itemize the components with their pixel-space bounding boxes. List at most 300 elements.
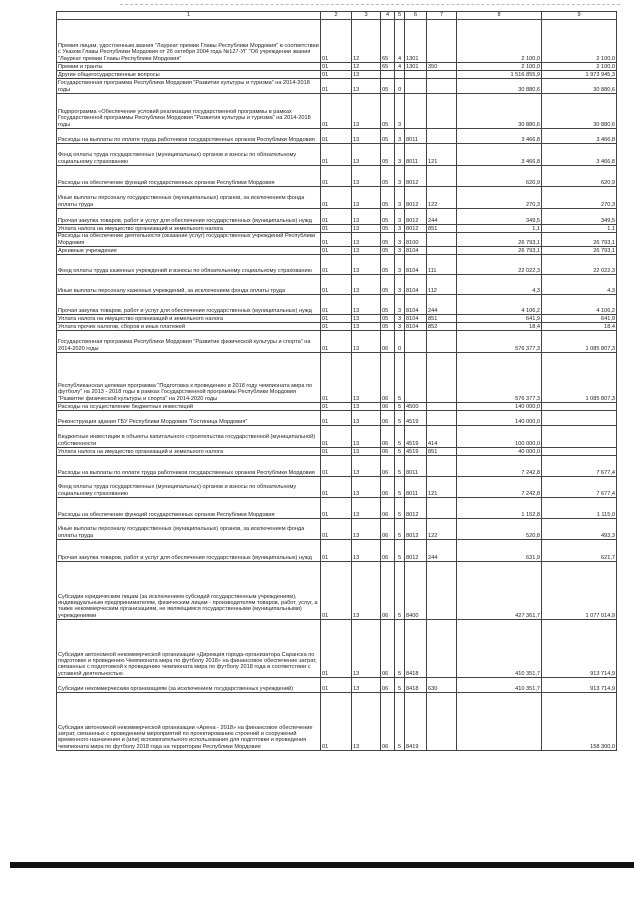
amount-year2-cell: 7 677,4: [542, 456, 617, 477]
expense-type-cell: 244: [427, 209, 457, 225]
table-row: [57, 144, 617, 166]
subprogram-code-cell: 3: [395, 323, 405, 331]
table-row: [57, 315, 617, 323]
row-name-cell: Архивные учреждения: [57, 247, 321, 255]
subprogram-code-cell: 5: [395, 540, 405, 562]
row-name-cell: Субсидия автономной некоммерческой организации «Дирекция города-организатора Саранска по подготовке и проведению Чемпионата мира по футболу 2018» на финансовое обеспечение затрат, связанных с подготовкой к проведению чемпионата мира по футболу 2018 года в соответствии с уставной деятельностью: [57, 620, 321, 678]
amount-year2-cell: 620,9: [542, 166, 617, 187]
amount-year1-cell: 270,3: [457, 187, 542, 209]
section-code-cell: 01: [321, 620, 352, 678]
section-code-cell: 01: [321, 477, 352, 498]
section-code-cell: 01: [321, 225, 352, 233]
amount-year1-cell: 1,1: [457, 225, 542, 233]
expense-type-cell: [427, 403, 457, 411]
program-code-cell: 06: [381, 411, 395, 426]
table-row: [57, 331, 617, 353]
amount-year1-cell: 2 100,0: [457, 63, 542, 71]
table-row: [57, 519, 617, 540]
subsection-code-cell: 13: [352, 255, 381, 275]
amount-year2-cell: [542, 411, 617, 426]
subprogram-code-cell: 3: [395, 233, 405, 247]
row-name-cell: Фонд оплаты труда казенных учреждений и взносы по обязательному социальному страхованию: [57, 255, 321, 275]
subprogram-code-cell: 3: [395, 129, 405, 144]
subprogram-code-cell: 5: [395, 403, 405, 411]
amount-year2-cell: 1 115,0: [542, 498, 617, 519]
expense-type-cell: [427, 693, 457, 751]
amount-year1-cell: 576 377,3: [457, 331, 542, 353]
amount-year2-cell: 2 100,0: [542, 20, 617, 63]
amount-year1-cell: 1 152,8: [457, 498, 542, 519]
row-name-cell: Подпрограмма «Обеспечение условий реализации государственной программы в рамках Государственной программы Республики Мордовия "Развития культуры и туризма" на 2014-2018 годы: [57, 94, 321, 129]
target-code-cell: 8100: [405, 233, 427, 247]
row-name-cell: Фонд оплаты труда государственных (муниципальных) органов и взносы по обязательному социальному страхованию: [57, 477, 321, 498]
subsection-code-cell: 13: [352, 275, 381, 295]
table-row: [57, 693, 617, 751]
amount-year2-cell: 641,9: [542, 315, 617, 323]
section-code-cell: 01: [321, 403, 352, 411]
subsection-code-cell: 13: [352, 187, 381, 209]
amount-year2-cell: 493,3: [542, 519, 617, 540]
section-code-cell: 01: [321, 144, 352, 166]
expense-type-cell: 112: [427, 275, 457, 295]
amount-year1-cell: 410 351,7: [457, 620, 542, 678]
program-code-cell: 05: [381, 233, 395, 247]
expense-type-cell: [427, 620, 457, 678]
program-code-cell: 05: [381, 79, 395, 94]
table-row: [57, 94, 617, 129]
amount-year1-cell: 30 880,6: [457, 94, 542, 129]
expense-type-cell: 851: [427, 315, 457, 323]
table-row: [57, 295, 617, 315]
program-code-cell: 65: [381, 63, 395, 71]
expense-type-cell: 244: [427, 540, 457, 562]
amount-year1-cell: 410 351,7: [457, 678, 542, 693]
header-cell: 4: [381, 12, 395, 20]
subsection-code-cell: 13: [352, 540, 381, 562]
amount-year1-cell: 4,3: [457, 275, 542, 295]
row-name-cell: Прочая закупка товаров, работ и услуг для обеспечения государственных (муниципальных) нужд: [57, 209, 321, 225]
program-code-cell: 06: [381, 620, 395, 678]
amount-year1-cell: 1 516 855,9: [457, 71, 542, 79]
subprogram-code-cell: 5: [395, 562, 405, 620]
subsection-code-cell: 13: [352, 144, 381, 166]
expense-type-cell: 121: [427, 477, 457, 498]
amount-year2-cell: 1 085 807,3: [542, 331, 617, 353]
expense-type-cell: [427, 233, 457, 247]
subsection-code-cell: 13: [352, 477, 381, 498]
program-code-cell: 06: [381, 498, 395, 519]
section-code-cell: 01: [321, 426, 352, 448]
target-code-cell: 8104: [405, 275, 427, 295]
section-code-cell: 01: [321, 63, 352, 71]
subprogram-code-cell: 3: [395, 187, 405, 209]
amount-year1-cell: 140 000,0: [457, 411, 542, 426]
expense-type-cell: [427, 71, 457, 79]
table-row: [57, 209, 617, 225]
row-name-cell: Расходы на выплаты по оплате труда работников государственных органов Республики Мордовия: [57, 129, 321, 144]
subprogram-code-cell: 3: [395, 209, 405, 225]
target-code-cell: 8012: [405, 187, 427, 209]
amount-year1-cell: 140 000,0: [457, 403, 542, 411]
amount-year2-cell: 1 973 945,3: [542, 71, 617, 79]
table-row: [57, 411, 617, 426]
subprogram-code-cell: 5: [395, 426, 405, 448]
expense-type-cell: [427, 20, 457, 63]
subsection-code-cell: 13: [352, 693, 381, 751]
row-name-cell: Прочая закупка товаров, работ и услуг для обеспечения государственных (муниципальных) нужд: [57, 540, 321, 562]
amount-year2-cell: 270,3: [542, 187, 617, 209]
expense-type-cell: [427, 498, 457, 519]
row-name-cell: Реконструкция здания ГБУ Республики Мордовия "Гостиница Мордовия": [57, 411, 321, 426]
amount-year2-cell: 1 077 014,9: [542, 562, 617, 620]
table-row: [57, 255, 617, 275]
amount-year2-cell: [542, 403, 617, 411]
subsection-code-cell: 13: [352, 498, 381, 519]
table-row: [57, 63, 617, 71]
subprogram-code-cell: 0: [395, 331, 405, 353]
target-code-cell: 8104: [405, 247, 427, 255]
expense-type-cell: 122: [427, 519, 457, 540]
row-name-cell: Бюджетные инвестиции в объекты капитального строительства государственной (муниципальной) собственности: [57, 426, 321, 448]
expense-type-cell: [427, 411, 457, 426]
target-code-cell: 8012: [405, 209, 427, 225]
section-code-cell: 01: [321, 255, 352, 275]
amount-year1-cell: 40 000,0: [457, 448, 542, 456]
subsection-code-cell: 12: [352, 20, 381, 63]
amount-year1-cell: 427 361,7: [457, 562, 542, 620]
row-name-cell: Прочая закупка товаров, работ и услуг для обеспечения государственных (муниципальных) нужд: [57, 295, 321, 315]
row-name-cell: Иные выплаты персоналу государственных (муниципальных) органов, за исключением фонда оплаты труда: [57, 187, 321, 209]
amount-year1-cell: 520,8: [457, 519, 542, 540]
expense-type-cell: 244: [427, 295, 457, 315]
row-name-cell: Фонд оплаты труда государственных (муниципальных) органов и взносы по обязательному социальному страхованию: [57, 144, 321, 166]
table-header-row: [57, 12, 617, 20]
subprogram-code-cell: 5: [395, 456, 405, 477]
target-code-cell: [405, 71, 427, 79]
table-row: [57, 448, 617, 456]
section-code-cell: 01: [321, 540, 352, 562]
target-code-cell: 4519: [405, 448, 427, 456]
subsection-code-cell: 12: [352, 63, 381, 71]
expense-type-cell: [427, 94, 457, 129]
subprogram-code-cell: 3: [395, 315, 405, 323]
program-code-cell: 05: [381, 247, 395, 255]
section-code-cell: 01: [321, 678, 352, 693]
subprogram-code-cell: 3: [395, 295, 405, 315]
target-code-cell: 8011: [405, 477, 427, 498]
subsection-code-cell: 13: [352, 562, 381, 620]
section-code-cell: 01: [321, 71, 352, 79]
program-code-cell: 05: [381, 295, 395, 315]
target-code-cell: 8011: [405, 144, 427, 166]
amount-year1-cell: 641,9: [457, 315, 542, 323]
target-code-cell: 8012: [405, 225, 427, 233]
table-row: [57, 79, 617, 94]
subprogram-code-cell: 3: [395, 275, 405, 295]
amount-year1-cell: 3 466,8: [457, 144, 542, 166]
budget-table: [56, 11, 617, 751]
subsection-code-cell: 13: [352, 315, 381, 323]
expense-type-cell: 121: [427, 144, 457, 166]
table-row: [57, 247, 617, 255]
subsection-code-cell: 13: [352, 79, 381, 94]
header-cell: 3: [352, 12, 381, 20]
section-code-cell: 01: [321, 233, 352, 247]
subsection-code-cell: 13: [352, 411, 381, 426]
target-code-cell: 8400: [405, 562, 427, 620]
subsection-code-cell: 13: [352, 166, 381, 187]
program-code-cell: 06: [381, 693, 395, 751]
subsection-code-cell: 13: [352, 456, 381, 477]
target-code-cell: [405, 331, 427, 353]
expense-type-cell: [427, 129, 457, 144]
table-row: [57, 353, 617, 403]
program-code-cell: 06: [381, 331, 395, 353]
amount-year2-cell: 26 793,1: [542, 247, 617, 255]
target-code-cell: 4500: [405, 403, 427, 411]
program-code-cell: 05: [381, 129, 395, 144]
subsection-code-cell: 13: [352, 323, 381, 331]
amount-year1-cell: 620,9: [457, 166, 542, 187]
target-code-cell: 8011: [405, 456, 427, 477]
amount-year2-cell: 18,4: [542, 323, 617, 331]
program-code-cell: 06: [381, 448, 395, 456]
header-cell: 2: [321, 12, 352, 20]
section-code-cell: 01: [321, 79, 352, 94]
amount-year2-cell: 4 106,2: [542, 295, 617, 315]
subsection-code-cell: 13: [352, 678, 381, 693]
amount-year1-cell: [457, 693, 542, 751]
target-code-cell: 1301: [405, 20, 427, 63]
expense-type-cell: 851: [427, 225, 457, 233]
target-code-cell: [405, 94, 427, 129]
expense-type-cell: [427, 331, 457, 353]
program-code-cell: 05: [381, 275, 395, 295]
amount-year1-cell: 2 100,0: [457, 20, 542, 63]
subprogram-code-cell: 5: [395, 519, 405, 540]
amount-year1-cell: 30 880,6: [457, 79, 542, 94]
table-row: [57, 187, 617, 209]
amount-year2-cell: 349,5: [542, 209, 617, 225]
section-code-cell: 01: [321, 323, 352, 331]
row-name-cell: Иные выплаты персоналу казенных учреждений, за исключением фонда оплаты труда: [57, 275, 321, 295]
amount-year2-cell: 22 022,3: [542, 255, 617, 275]
section-code-cell: 01: [321, 331, 352, 353]
table-row: [57, 498, 617, 519]
amount-year2-cell: 30 880,6: [542, 94, 617, 129]
section-code-cell: 01: [321, 247, 352, 255]
subprogram-code-cell: 5: [395, 693, 405, 751]
program-code-cell: 05: [381, 323, 395, 331]
table-row: [57, 129, 617, 144]
header-cell: 7: [427, 12, 457, 20]
subprogram-code-cell: 3: [395, 144, 405, 166]
amount-year1-cell: 3 466,8: [457, 129, 542, 144]
amount-year2-cell: 3 466,8: [542, 144, 617, 166]
subprogram-code-cell: [395, 71, 405, 79]
section-code-cell: 01: [321, 562, 352, 620]
subprogram-code-cell: 3: [395, 255, 405, 275]
table-row: [57, 323, 617, 331]
expense-type-cell: [427, 166, 457, 187]
subprogram-code-cell: 5: [395, 448, 405, 456]
table-row: [57, 233, 617, 247]
subsection-code-cell: 13: [352, 94, 381, 129]
expense-type-cell: 630: [427, 678, 457, 693]
program-code-cell: 05: [381, 166, 395, 187]
subsection-code-cell: 13: [352, 519, 381, 540]
row-name-cell: Республиканская целевая программа "Подготовка к проведению в 2018 году чемпионата мира по футболу" на 2013 - 2018 годы в рамках Государственной программы Республики Мордовия "Развитие физической культуры и спорта" на 2014-2020 годы: [57, 353, 321, 403]
program-code-cell: 05: [381, 209, 395, 225]
subsection-code-cell: 13: [352, 403, 381, 411]
amount-year2-cell: [542, 426, 617, 448]
row-name-cell: Премии и гранты: [57, 63, 321, 71]
row-name-cell: Другие общегосударственные вопросы: [57, 71, 321, 79]
subprogram-code-cell: 4: [395, 20, 405, 63]
section-code-cell: 01: [321, 693, 352, 751]
amount-year1-cell: 18,4: [457, 323, 542, 331]
amount-year1-cell: 26 793,1: [457, 233, 542, 247]
target-code-cell: 4519: [405, 426, 427, 448]
subprogram-code-cell: 5: [395, 411, 405, 426]
target-code-cell: 8419: [405, 693, 427, 751]
amount-year2-cell: [542, 448, 617, 456]
row-name-cell: Расходы на выплаты по оплате труда работников государственных органов Республики Мордовия: [57, 456, 321, 477]
program-code-cell: 06: [381, 519, 395, 540]
subsection-code-cell: 13: [352, 233, 381, 247]
amount-year1-cell: 576 377,3: [457, 353, 542, 403]
table-row: [57, 20, 617, 63]
expense-type-cell: 111: [427, 255, 457, 275]
amount-year1-cell: 349,5: [457, 209, 542, 225]
subsection-code-cell: 13: [352, 71, 381, 79]
target-code-cell: [405, 79, 427, 94]
section-code-cell: 01: [321, 448, 352, 456]
amount-year2-cell: 3 466,8: [542, 129, 617, 144]
section-code-cell: 01: [321, 519, 352, 540]
subsection-code-cell: 13: [352, 620, 381, 678]
section-code-cell: 01: [321, 209, 352, 225]
target-code-cell: 8104: [405, 323, 427, 331]
row-name-cell: Уплата налога на имущество организаций и земельного налога: [57, 225, 321, 233]
subprogram-code-cell: 3: [395, 94, 405, 129]
expense-type-cell: [427, 353, 457, 403]
amount-year1-cell: 4 106,2: [457, 295, 542, 315]
header-cell: 9: [542, 12, 617, 20]
expense-type-cell: [427, 562, 457, 620]
subsection-code-cell: 13: [352, 353, 381, 403]
expense-type-cell: [427, 79, 457, 94]
section-code-cell: 01: [321, 411, 352, 426]
subprogram-code-cell: 5: [395, 353, 405, 403]
amount-year2-cell: 1,1: [542, 225, 617, 233]
program-code-cell: 06: [381, 540, 395, 562]
expense-type-cell: 852: [427, 323, 457, 331]
target-code-cell: 1301: [405, 63, 427, 71]
amount-year2-cell: 26 793,1: [542, 233, 617, 247]
program-code-cell: 06: [381, 426, 395, 448]
target-code-cell: [405, 353, 427, 403]
table-row: [57, 678, 617, 693]
row-name-cell: Субсидия автономной некоммерческой организации «Арена - 2018» на финансовое обеспечение затрат, связанных с проведением мероприятий по проектированию строений и сооружений временного назначения и (или) вспомогательного использования для подготовки и проведения чемпионата мира по футболу 2018 года на территории Республики Мордовия: [57, 693, 321, 751]
amount-year1-cell: 7 242,8: [457, 456, 542, 477]
target-code-cell: 4519: [405, 411, 427, 426]
top-dashed-line: [120, 4, 620, 5]
program-code-cell: 05: [381, 187, 395, 209]
row-name-cell: Субсидии юридическим лицам (за исключением субсидий государственным учреждениям), индивидуальным предпринимателям, физическим лицам - производителям товаров, работ, услуг, а также некоммерческим организациям, не являющимся государственными (муниципальными) учреждениями: [57, 562, 321, 620]
section-code-cell: 01: [321, 187, 352, 209]
amount-year2-cell: 4,3: [542, 275, 617, 295]
table-row: [57, 620, 617, 678]
subprogram-code-cell: 3: [395, 247, 405, 255]
subsection-code-cell: 13: [352, 225, 381, 233]
program-code-cell: 05: [381, 94, 395, 129]
table-row: [57, 562, 617, 620]
section-code-cell: 01: [321, 129, 352, 144]
header-cell: 6: [405, 12, 427, 20]
section-code-cell: 01: [321, 295, 352, 315]
amount-year1-cell: 100 000,0: [457, 426, 542, 448]
section-code-cell: 01: [321, 315, 352, 323]
target-code-cell: 8012: [405, 540, 427, 562]
subsection-code-cell: 13: [352, 448, 381, 456]
table-row: [57, 403, 617, 411]
amount-year1-cell: 631,9: [457, 540, 542, 562]
bottom-scan-bar: [10, 862, 634, 868]
section-code-cell: 01: [321, 275, 352, 295]
table-row: [57, 477, 617, 498]
section-code-cell: 01: [321, 353, 352, 403]
subprogram-code-cell: 0: [395, 79, 405, 94]
expense-type-cell: 122: [427, 187, 457, 209]
target-code-cell: 8012: [405, 519, 427, 540]
header-cell: 8: [457, 12, 542, 20]
target-code-cell: 8418: [405, 678, 427, 693]
subsection-code-cell: 13: [352, 426, 381, 448]
subprogram-code-cell: 4: [395, 63, 405, 71]
program-code-cell: 06: [381, 403, 395, 411]
amount-year2-cell: 30 880,6: [542, 79, 617, 94]
program-code-cell: [381, 71, 395, 79]
subprogram-code-cell: 5: [395, 678, 405, 693]
amount-year1-cell: 26 793,1: [457, 247, 542, 255]
program-code-cell: 06: [381, 562, 395, 620]
target-code-cell: 8012: [405, 498, 427, 519]
subsection-code-cell: 13: [352, 247, 381, 255]
section-code-cell: 01: [321, 456, 352, 477]
expense-type-cell: [427, 247, 457, 255]
expense-type-cell: 851: [427, 448, 457, 456]
target-code-cell: 8418: [405, 620, 427, 678]
program-code-cell: 06: [381, 456, 395, 477]
table-row: [57, 71, 617, 79]
subprogram-code-cell: 3: [395, 166, 405, 187]
amount-year1-cell: 22 022,3: [457, 255, 542, 275]
section-code-cell: 01: [321, 20, 352, 63]
subsection-code-cell: 13: [352, 209, 381, 225]
row-name-cell: Уплата налога на имущество организаций и земельного налога: [57, 315, 321, 323]
program-code-cell: 06: [381, 353, 395, 403]
row-name-cell: Иные выплаты персоналу государственных (муниципальных) органов, за исключением фонда оплаты труда: [57, 519, 321, 540]
program-code-cell: 06: [381, 678, 395, 693]
expense-type-cell: 414: [427, 426, 457, 448]
subsection-code-cell: 13: [352, 295, 381, 315]
amount-year2-cell: 913 714,9: [542, 678, 617, 693]
table-row: [57, 166, 617, 187]
row-name-cell: Расходы на обеспечение функций государственных органов Республики Мордовия: [57, 498, 321, 519]
program-code-cell: 06: [381, 477, 395, 498]
row-name-cell: Расходы на обеспечение функций государственных органов Республики Мордовия: [57, 166, 321, 187]
